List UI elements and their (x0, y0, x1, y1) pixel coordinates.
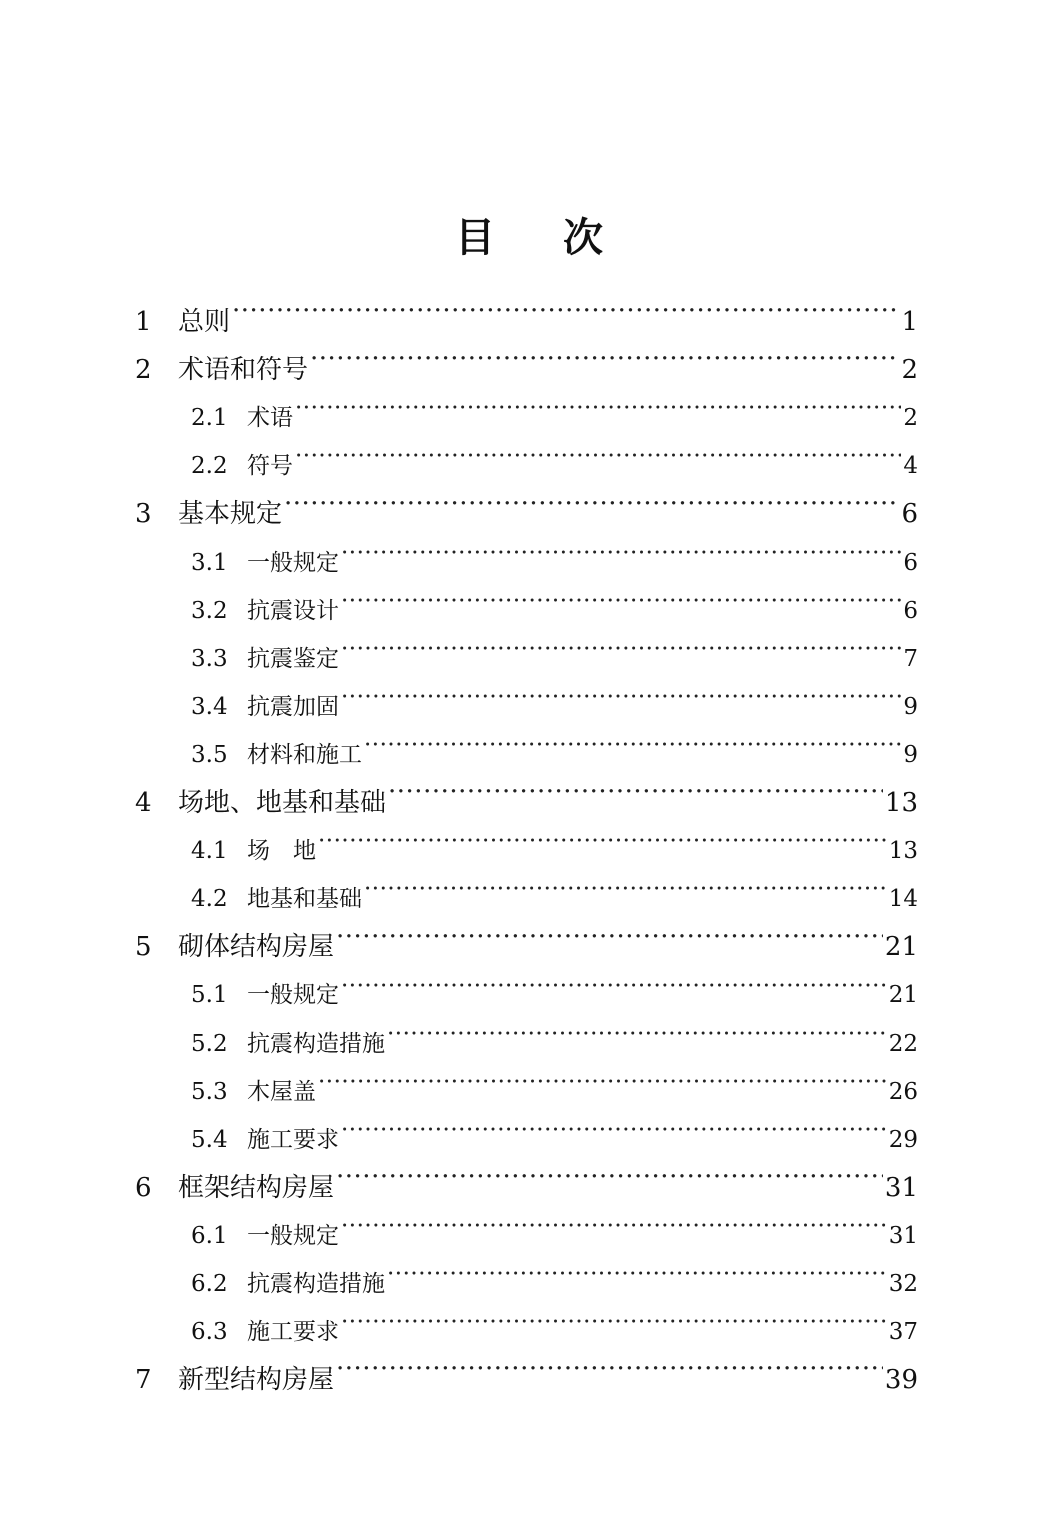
toc-section-row[interactable] (191, 881, 918, 917)
toc-number: 5.1 (191, 982, 228, 1009)
toc-section-row[interactable] (191, 448, 918, 484)
toc-page-number: 1 (901, 307, 918, 337)
toc-label: 材料和施工 (247, 741, 362, 768)
toc-number: 5.2 (191, 1030, 228, 1057)
toc-label: 抗震设计 (247, 597, 339, 624)
toc-number: 2.2 (191, 453, 228, 480)
toc-number: 2 (135, 355, 152, 386)
toc-chapter-row[interactable] (135, 927, 918, 967)
toc-page-number: 31 (888, 1222, 918, 1249)
toc-section-row[interactable] (191, 400, 918, 436)
toc-leader-dots (341, 979, 887, 1002)
toc-leader-dots (336, 1362, 883, 1388)
toc-number: 3.1 (191, 549, 228, 576)
toc-number: 4.1 (191, 838, 228, 865)
toc-leader-dots (318, 835, 887, 858)
toc-page-number: 21 (884, 932, 918, 963)
toc-section-row[interactable] (191, 737, 918, 773)
toc-page-number: 31 (884, 1172, 918, 1203)
toc-label: 术语 (247, 405, 293, 432)
toc-section-row[interactable] (191, 593, 918, 629)
toc-page-number: 6 (901, 499, 918, 530)
toc-number: 6.1 (191, 1222, 228, 1249)
toc-number: 3 (135, 499, 152, 530)
toc-page-number: 13 (884, 788, 918, 818)
toc-leader-dots (364, 883, 887, 906)
toc-page-number: 7 (903, 645, 918, 672)
toc-chapter-row[interactable] (135, 783, 918, 823)
toc-page-number: 13 (888, 838, 918, 865)
toc-page-number: 9 (903, 741, 918, 768)
toc-leader-dots (341, 547, 901, 570)
toc-section-row[interactable] (191, 1314, 918, 1350)
toc-label: 一般规定 (247, 549, 339, 576)
toc-leader-dots (341, 691, 901, 714)
toc-leader-dots (318, 1076, 887, 1099)
toc-leader-dots (364, 739, 901, 762)
toc-page-number: 6 (903, 597, 918, 624)
toc-label: 抗震构造措施 (247, 1030, 385, 1057)
toc-page-number: 4 (903, 453, 918, 480)
toc-leader-dots (341, 643, 901, 666)
toc-label: 一般规定 (247, 1222, 339, 1249)
toc-page-number: 32 (888, 1271, 918, 1297)
title-part-1: 目 (455, 214, 495, 261)
toc-label: 木屋盖 (247, 1078, 316, 1105)
toc-number: 6.3 (191, 1319, 228, 1346)
toc-page-number: 39 (884, 1365, 918, 1396)
toc-number: 3.4 (191, 693, 228, 720)
toc-leader-dots (341, 1316, 887, 1339)
toc-leader-dots (336, 1170, 883, 1196)
toc-chapter-row[interactable] (135, 302, 918, 342)
toc-page-number: 29 (888, 1126, 918, 1153)
toc-number: 6.2 (191, 1271, 228, 1297)
toc-page-number: 21 (888, 982, 918, 1009)
toc-number: 7 (135, 1365, 152, 1396)
toc-leader-dots (336, 929, 883, 955)
toc-label: 框架结构房屋 (178, 1172, 335, 1203)
toc-label: 施工要求 (247, 1319, 339, 1346)
toc-page-number: 9 (903, 693, 918, 720)
toc-section-row[interactable] (191, 833, 918, 869)
toc-number: 4.2 (191, 886, 228, 913)
toc-leader-dots (295, 450, 901, 473)
toc-label: 总则 (178, 307, 231, 337)
toc-leader-dots (310, 352, 899, 378)
toc-leader-dots (387, 1028, 887, 1051)
toc-number: 3.5 (191, 741, 228, 768)
toc-number: 6 (135, 1172, 152, 1203)
toc-page-number: 2 (903, 405, 918, 432)
title-part-2: 次 (563, 214, 603, 261)
toc-label: 砌体结构房屋 (178, 932, 335, 963)
toc-label: 新型结构房屋 (178, 1365, 335, 1396)
toc-section-row[interactable] (191, 545, 918, 581)
toc-section-row[interactable] (191, 1266, 918, 1302)
toc-page-number: 26 (888, 1078, 918, 1105)
toc-page-number: 37 (888, 1319, 918, 1346)
toc-page-number: 6 (903, 549, 918, 576)
toc-label: 抗震鉴定 (247, 645, 339, 672)
toc-number: 3.2 (191, 597, 228, 624)
toc-section-row[interactable] (191, 1026, 918, 1062)
toc-chapter-row[interactable] (135, 494, 918, 534)
toc-section-row[interactable] (191, 641, 918, 677)
toc-chapter-row[interactable] (135, 1360, 918, 1400)
toc-leader-dots (232, 304, 899, 330)
toc-label: 一般规定 (247, 982, 339, 1009)
toc-leader-dots (341, 595, 901, 618)
toc-leader-dots (341, 1220, 887, 1243)
toc-leader-dots (388, 785, 883, 811)
toc-section-row[interactable] (191, 689, 918, 725)
toc-label: 场 地 (247, 838, 316, 865)
toc-label: 抗震构造措施 (247, 1271, 385, 1297)
toc-section-row[interactable] (191, 977, 918, 1013)
toc-number: 5.4 (191, 1126, 228, 1153)
toc-number: 5.3 (191, 1078, 228, 1105)
toc-label: 符号 (247, 453, 293, 480)
toc-chapter-row[interactable] (135, 350, 918, 390)
toc-label: 场地、地基和基础 (178, 788, 387, 818)
toc-label: 基本规定 (178, 499, 283, 530)
toc-chapter-row[interactable] (135, 1168, 918, 1208)
toc-label: 术语和符号 (178, 355, 309, 386)
toc-label: 地基和基础 (247, 886, 362, 913)
toc-section-row[interactable] (191, 1218, 918, 1254)
toc-number: 1 (135, 307, 152, 337)
toc-leader-dots (341, 1124, 887, 1147)
toc-section-row[interactable] (191, 1122, 918, 1158)
toc-leader-dots (284, 496, 899, 522)
toc-number: 5 (135, 932, 152, 963)
toc-page-number: 14 (888, 886, 918, 913)
toc-leader-dots (295, 402, 901, 425)
page-title (0, 212, 1058, 264)
toc-number: 2.1 (191, 405, 228, 432)
toc-label: 施工要求 (247, 1126, 339, 1153)
toc-number: 4 (135, 788, 152, 818)
toc-label: 抗震加固 (247, 693, 339, 720)
toc-number: 3.3 (191, 645, 228, 672)
toc-leader-dots (387, 1268, 887, 1291)
toc-page-number: 2 (901, 355, 918, 386)
toc-section-row[interactable] (191, 1074, 918, 1110)
toc-page-number: 22 (888, 1030, 918, 1057)
